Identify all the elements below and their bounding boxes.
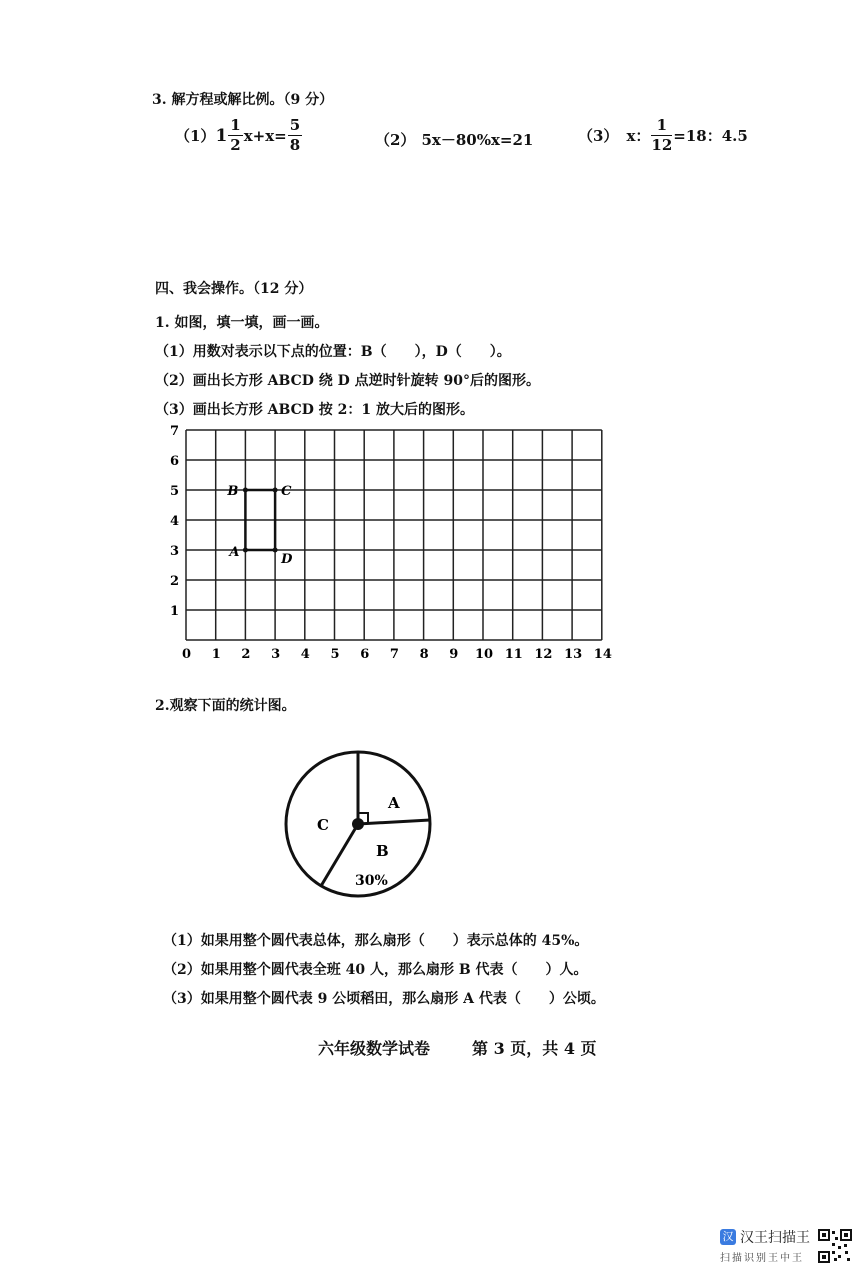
q1-part2: （2）画出长方形 ABCD 绕 D 点逆时针旋转 90°后的图形。	[155, 373, 540, 389]
point-c-dot	[273, 488, 278, 493]
eq3-fraction	[651, 118, 672, 153]
equation-3	[578, 118, 748, 153]
pie-label-a: A	[388, 794, 400, 812]
eq3-den: 12	[651, 136, 673, 154]
eq1-num: 1	[230, 116, 241, 134]
x-tick-label: 8	[419, 647, 429, 662]
grid-lines	[186, 430, 602, 640]
eq1-rnum: 5	[289, 116, 301, 134]
scanner-watermark	[718, 1227, 854, 1269]
equation-1	[175, 118, 303, 153]
x-tick-label: 10	[475, 647, 494, 662]
section3-heading: 3. 解方程或解比例。（9 分）	[152, 92, 334, 108]
eq1-label: （1）	[175, 127, 216, 145]
eq1-rhs-fraction	[288, 118, 302, 153]
x-tick-label: 7	[389, 647, 399, 662]
eq1-den: 2	[230, 136, 241, 154]
equation-2	[375, 129, 533, 150]
eq1-fraction	[228, 118, 242, 153]
x-tick-label: 13	[564, 647, 583, 662]
y-tick-label: 4	[170, 514, 180, 529]
q1-title: 1. 如图，填一填，画一画。	[155, 315, 329, 331]
eq2-label: （2）	[375, 131, 416, 149]
y-tick-label: 7	[170, 424, 180, 439]
eq1-mid: x+x=	[243, 126, 287, 145]
eq1-rden: 8	[289, 136, 301, 154]
x-tick-label: 0	[182, 647, 192, 662]
x-tick-label: 2	[241, 647, 251, 662]
footer-exam-title: 六年级数学试卷	[318, 1039, 431, 1058]
x-tick-label: 9	[449, 647, 459, 662]
eq1-whole: 1	[215, 125, 228, 146]
x-tick-label: 6	[360, 647, 370, 662]
pie-label-b-percent: 30%	[355, 873, 388, 889]
q2-part2: （2）如果用整个圆代表全班 40 人，那么扇形 B 代表（ ）人。	[163, 962, 588, 978]
watermark-subtitle: 扫描识别王中王	[720, 1253, 804, 1264]
x-tick-label: 1	[211, 647, 221, 662]
eq3-label: （3）	[578, 127, 619, 145]
point-d-label: D	[281, 552, 293, 567]
rectangle-abcd	[226, 484, 293, 567]
y-tick-label: 3	[170, 544, 180, 559]
x-tick-label: 14	[593, 647, 612, 662]
eq3-num: 1	[651, 118, 672, 136]
q1-part3: （3）画出长方形 ABCD 按 2：1 放大后的图形。	[155, 402, 474, 418]
section4-heading: 四、我会操作。（12 分）	[155, 281, 313, 297]
q2-part3: （3）如果用整个圆代表 9 公顷稻田，那么扇形 A 代表（ ）公顷。	[163, 991, 605, 1007]
point-b-label: B	[227, 484, 239, 499]
point-b-dot	[243, 488, 248, 493]
coordinate-grid	[150, 420, 620, 680]
q2-title: 2.观察下面的统计图。	[155, 698, 296, 714]
point-a-label: A	[229, 545, 240, 560]
y-tick-label: 6	[170, 454, 180, 469]
x-tick-label: 3	[271, 647, 281, 662]
point-a-dot	[243, 548, 248, 553]
pie-chart	[280, 750, 440, 900]
x-tick-label: 11	[504, 647, 523, 662]
y-tick-label: 2	[170, 574, 180, 589]
eq2-text: 5x－80%x=21	[421, 131, 534, 149]
point-c-label: C	[281, 484, 292, 499]
pie-label-b: B	[376, 842, 389, 860]
q2-part1: （1）如果用整个圆代表总体，那么扇形（ ）表示总体的 45%。	[163, 933, 589, 949]
x-tick-label: 12	[534, 647, 553, 662]
footer-page-number: 第 3 页，共 4 页	[472, 1039, 597, 1058]
eq3-post: =18：4.5	[673, 127, 748, 145]
y-tick-label: 5	[170, 484, 180, 499]
pie-label-c: C	[317, 816, 329, 834]
brand-logo-icon: 汉	[720, 1229, 736, 1245]
eq3-pre: x：	[626, 127, 651, 145]
point-d-dot	[273, 548, 278, 553]
x-tick-label: 4	[300, 647, 310, 662]
x-tick-label: 5	[330, 647, 340, 662]
q1-part1: （1）用数对表示以下点的位置：B（ ），D（ ）。	[155, 344, 511, 360]
watermark-brand: 汉王扫描王	[740, 1230, 810, 1246]
qr-code-icon	[818, 1229, 852, 1263]
pie-center-dot	[352, 818, 364, 830]
y-tick-label: 1	[170, 604, 180, 619]
